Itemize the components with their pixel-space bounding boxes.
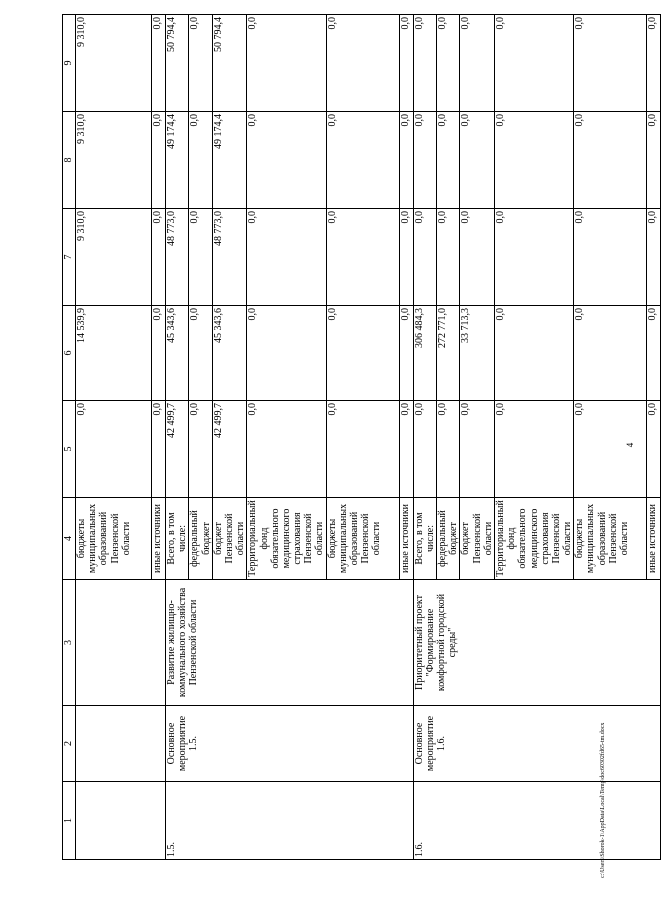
- item-number-cell: 1.5.: [166, 782, 414, 860]
- value-cell: 0,0: [189, 209, 212, 306]
- value-cell: 0,0: [437, 112, 460, 209]
- value-cell: 0,0: [247, 401, 326, 498]
- page-number: 4: [625, 442, 635, 448]
- value-cell: 14 539,9: [76, 306, 152, 401]
- value-cell: 0,0: [76, 401, 152, 498]
- table-row: [413, 15, 436, 860]
- value-cell: 0,0: [152, 306, 166, 401]
- value-cell: 50 794,4: [166, 15, 189, 112]
- value-cell: 0,0: [189, 401, 212, 498]
- value-cell: 0,0: [574, 112, 647, 209]
- item-number-cell: [76, 782, 166, 860]
- value-cell: 0,0: [460, 112, 495, 209]
- value-cell: 0,0: [574, 15, 647, 112]
- value-cell: 9 310,0: [76, 209, 152, 306]
- value-cell: 0,0: [494, 15, 573, 112]
- table-row: [76, 15, 152, 860]
- executor-cell: [76, 580, 166, 706]
- funding-source-cell: Всего, в том числе:: [413, 498, 436, 580]
- value-cell: 0,0: [460, 209, 495, 306]
- value-cell: 0,0: [399, 15, 413, 112]
- value-cell: 0,0: [326, 209, 399, 306]
- value-cell: 0,0: [399, 401, 413, 498]
- funding-source-cell: бюджеты муниципальных образований Пензенской области: [76, 498, 152, 580]
- value-cell: 0,0: [247, 112, 326, 209]
- value-cell: 0,0: [574, 306, 647, 401]
- funding-source-cell: Территориальный фонд обязательного медицинского страхования Пензенской области: [247, 498, 326, 580]
- value-cell: 49 174,4: [212, 112, 247, 209]
- value-cell: 9 310,0: [76, 112, 152, 209]
- value-cell: 0,0: [152, 15, 166, 112]
- value-cell: 0,0: [494, 112, 573, 209]
- value-cell: 0,0: [152, 401, 166, 498]
- funding-source-cell: федеральный бюджет: [437, 498, 460, 580]
- value-cell: 48 773,0: [166, 209, 189, 306]
- value-cell: 42 499,7: [212, 401, 247, 498]
- value-cell: 0,0: [413, 209, 436, 306]
- value-cell: 49 174,4: [166, 112, 189, 209]
- value-cell: 0,0: [494, 209, 573, 306]
- value-cell: 306 484,3: [413, 306, 436, 401]
- value-cell: 0,0: [399, 112, 413, 209]
- value-cell: 0,0: [494, 401, 573, 498]
- funding-source-cell: Всего, в том числе:: [166, 498, 189, 580]
- value-cell: 0,0: [326, 15, 399, 112]
- header-cell: 4: [63, 498, 76, 580]
- value-cell: 0,0: [152, 209, 166, 306]
- value-cell: 0,0: [399, 306, 413, 401]
- item-number-cell: 1.6.: [413, 782, 661, 860]
- measure-name-cell: [76, 706, 166, 782]
- header-cell: 1: [63, 782, 76, 860]
- header-row: [63, 15, 76, 860]
- value-cell: 0,0: [647, 209, 661, 306]
- measure-name-cell: Основное мероприятие 1.5.: [166, 706, 414, 782]
- funding-source-cell: бюджет Пензенской области: [212, 498, 247, 580]
- value-cell: 45 343,6: [166, 306, 189, 401]
- header-cell: 3: [63, 580, 76, 706]
- funding-source-cell: федеральный бюджет: [189, 498, 212, 580]
- value-cell: 0,0: [326, 306, 399, 401]
- header-cell: 2: [63, 706, 76, 782]
- table-row: [166, 15, 189, 860]
- value-cell: 0,0: [647, 112, 661, 209]
- funding-source-cell: бюджеты муниципальных образований Пензенской области: [326, 498, 399, 580]
- footer-file-path: c:\Users\Shorok-1\AppData\Local\Temp\doc60302fd65-tm.docx: [600, 722, 606, 878]
- value-cell: 0,0: [647, 306, 661, 401]
- funding-source-cell: иные источники: [152, 498, 166, 580]
- value-cell: 45 343,6: [212, 306, 247, 401]
- executor-cell: Развитие жилищно-коммунального хозяйства Пензенской области: [166, 580, 414, 706]
- value-cell: 0,0: [647, 401, 661, 498]
- value-cell: 0,0: [494, 306, 573, 401]
- value-cell: 0,0: [460, 15, 495, 112]
- measure-name-cell: Основное мероприятие 1.6.: [413, 706, 661, 782]
- value-cell: 0,0: [437, 209, 460, 306]
- budget-table: [62, 14, 661, 860]
- header-cell: 5: [63, 401, 76, 498]
- value-cell: 0,0: [437, 15, 460, 112]
- value-cell: 9 310,0: [76, 15, 152, 112]
- value-cell: 0,0: [437, 401, 460, 498]
- value-cell: 0,0: [189, 15, 212, 112]
- value-cell: 48 773,0: [212, 209, 247, 306]
- header-cell: 6: [63, 306, 76, 401]
- value-cell: 0,0: [399, 209, 413, 306]
- value-cell: 0,0: [247, 306, 326, 401]
- value-cell: 0,0: [413, 15, 436, 112]
- header-cell: 7: [63, 209, 76, 306]
- value-cell: 0,0: [189, 306, 212, 401]
- value-cell: 0,0: [326, 112, 399, 209]
- value-cell: 0,0: [326, 401, 399, 498]
- value-cell: 42 499,7: [166, 401, 189, 498]
- value-cell: 0,0: [574, 209, 647, 306]
- header-cell: 8: [63, 112, 76, 209]
- funding-source-cell: Территориальный фонд обязательного медицинского страхования Пензенской области: [494, 498, 573, 580]
- value-cell: 0,0: [647, 15, 661, 112]
- funding-source-cell: бюджет Пензенской области: [460, 498, 495, 580]
- funding-source-cell: бюджеты муниципальных образований Пензенской области: [574, 498, 647, 580]
- value-cell: 33 713,3: [460, 306, 495, 401]
- value-cell: 272 771,0: [437, 306, 460, 401]
- value-cell: 0,0: [460, 401, 495, 498]
- value-cell: 0,0: [413, 401, 436, 498]
- value-cell: 0,0: [413, 112, 436, 209]
- funding-source-cell: иные источники: [399, 498, 413, 580]
- executor-cell: Приоритетный проект "Формирование комфортной городской среды": [413, 580, 661, 706]
- value-cell: 0,0: [189, 112, 212, 209]
- value-cell: 0,0: [247, 15, 326, 112]
- value-cell: 0,0: [247, 209, 326, 306]
- value-cell: 0,0: [152, 112, 166, 209]
- header-cell: 9: [63, 15, 76, 112]
- value-cell: 50 794,4: [212, 15, 247, 112]
- value-cell: 0,0: [574, 401, 647, 498]
- funding-source-cell: иные источники: [647, 498, 661, 580]
